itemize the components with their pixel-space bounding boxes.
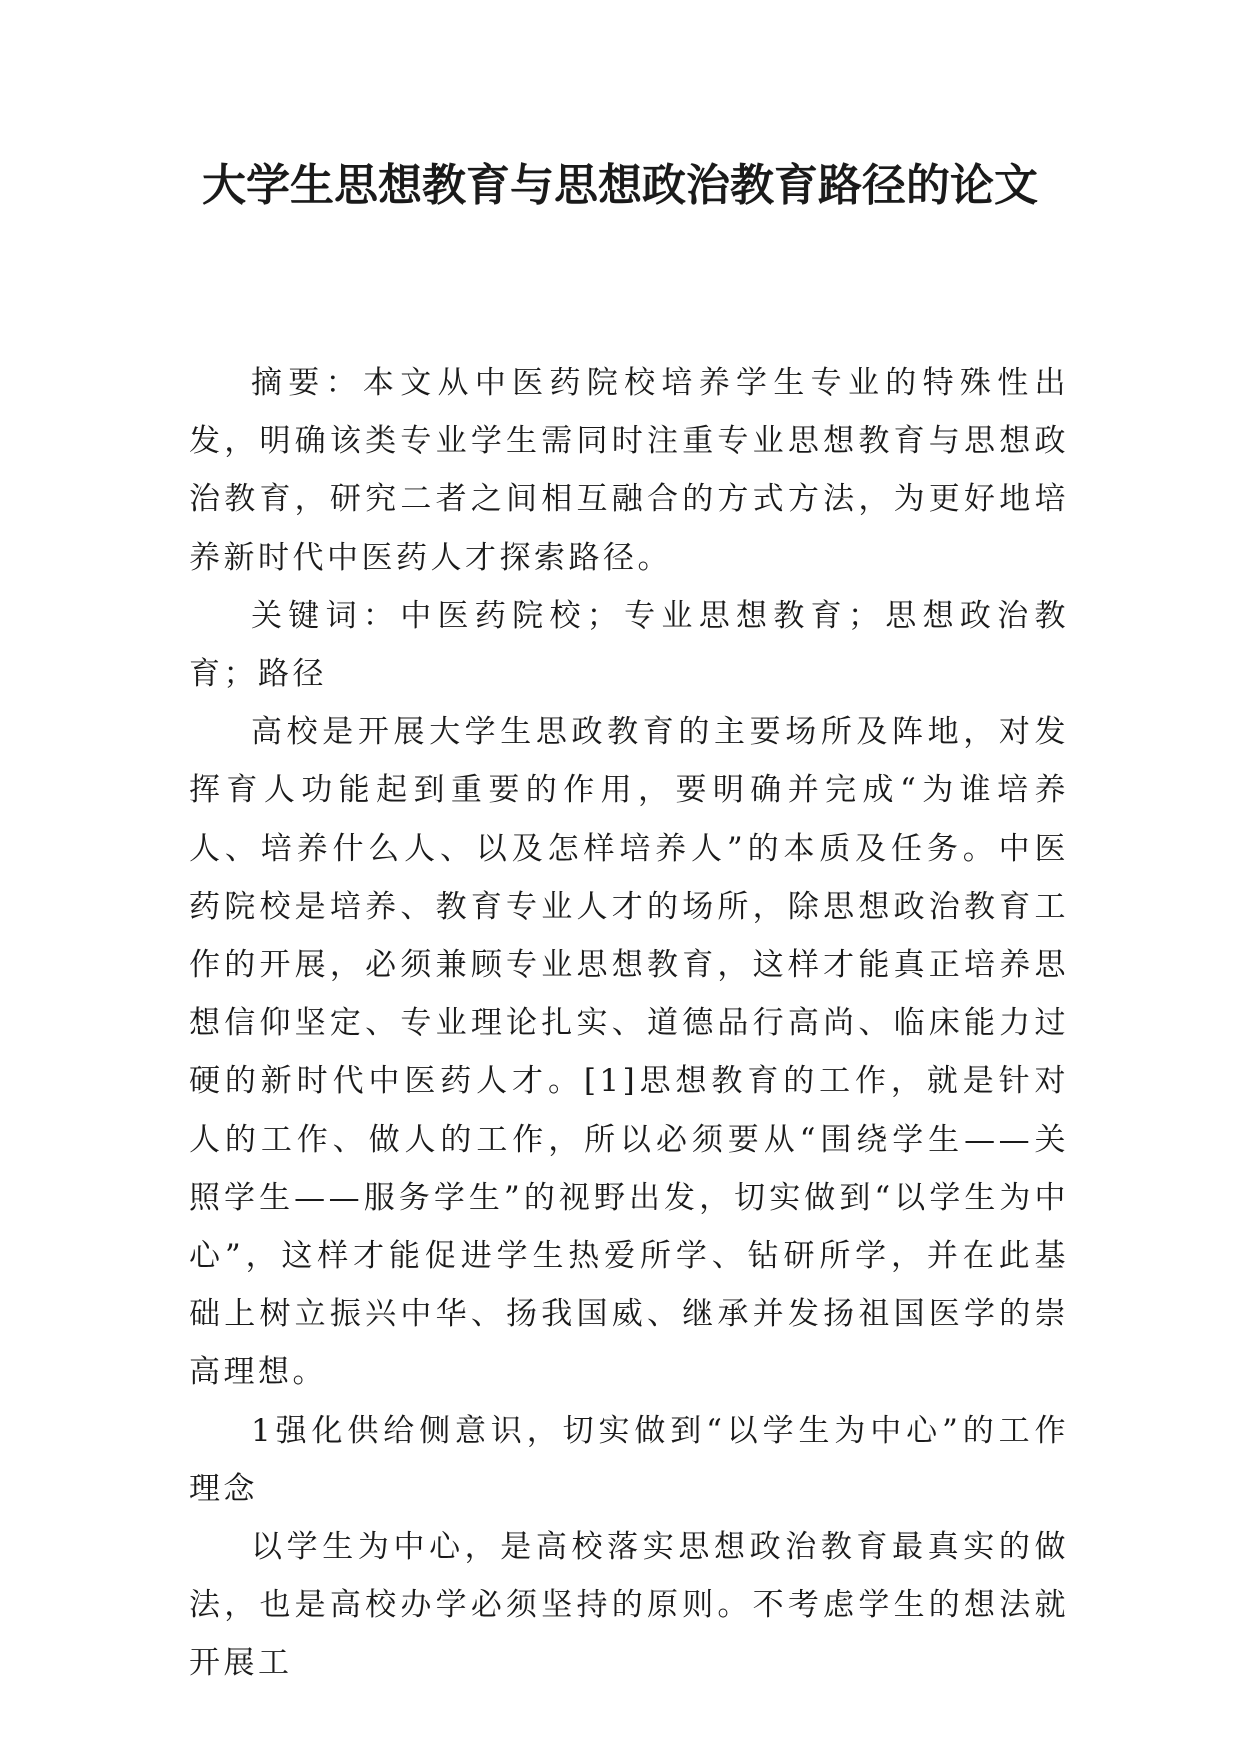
abstract-paragraph: 摘要：本文从中医药院校培养学生专业的特殊性出发，明确该类专业学生需同时注重专业思想教育与思想政治教育，研究二者之间相互融合的方式方法，为更好地培养新时代中医药人才探索路径。	[189, 365, 1069, 576]
section-heading: 1强化供给侧意识，切实做到“以学生为中心”的工作理念	[189, 1412, 1069, 1507]
body-paragraph: 以学生为中心，是高校落实思想政治教育最真实的做法，也是高校办学必须坚持的原则。不考虑学生的想法就开展工	[189, 1529, 1069, 1682]
keywords-paragraph: 关键词：中医药院校；专业思想教育；思想政治教育；路径	[189, 597, 1069, 693]
document-body	[189, 354, 1069, 1693]
body-paragraph: 高校是开展大学生思政教育的主要场所及阵地，对发挥育人功能起到重要的作用，要明确并完成“为谁培养人、培养什么人、以及怎样培养人”的本质及任务。中医药院校是培养、教育专业人才的场所，除思想政治教育工作的开展，必须兼顾专业思想教育，这样才能真正培养思想信仰坚定、专业理论扎实、道德品行高尚、临床能力过硬的新时代中医药人才。[1]思想教育的工作，就是针对人的工作、做人的工作，所以必须要从“围绕学生——关照学生——服务学生”的视野出发，切实做到“以学生为中心”，这样才能促进学生热爱所学、钻研所学，并在此基础上树立振兴中华、扬我国威、继承并发扬祖国医学的崇高理想。	[189, 714, 1069, 1391]
document-title: 大学生思想教育与思想政治教育路径的论文	[202, 160, 1038, 211]
